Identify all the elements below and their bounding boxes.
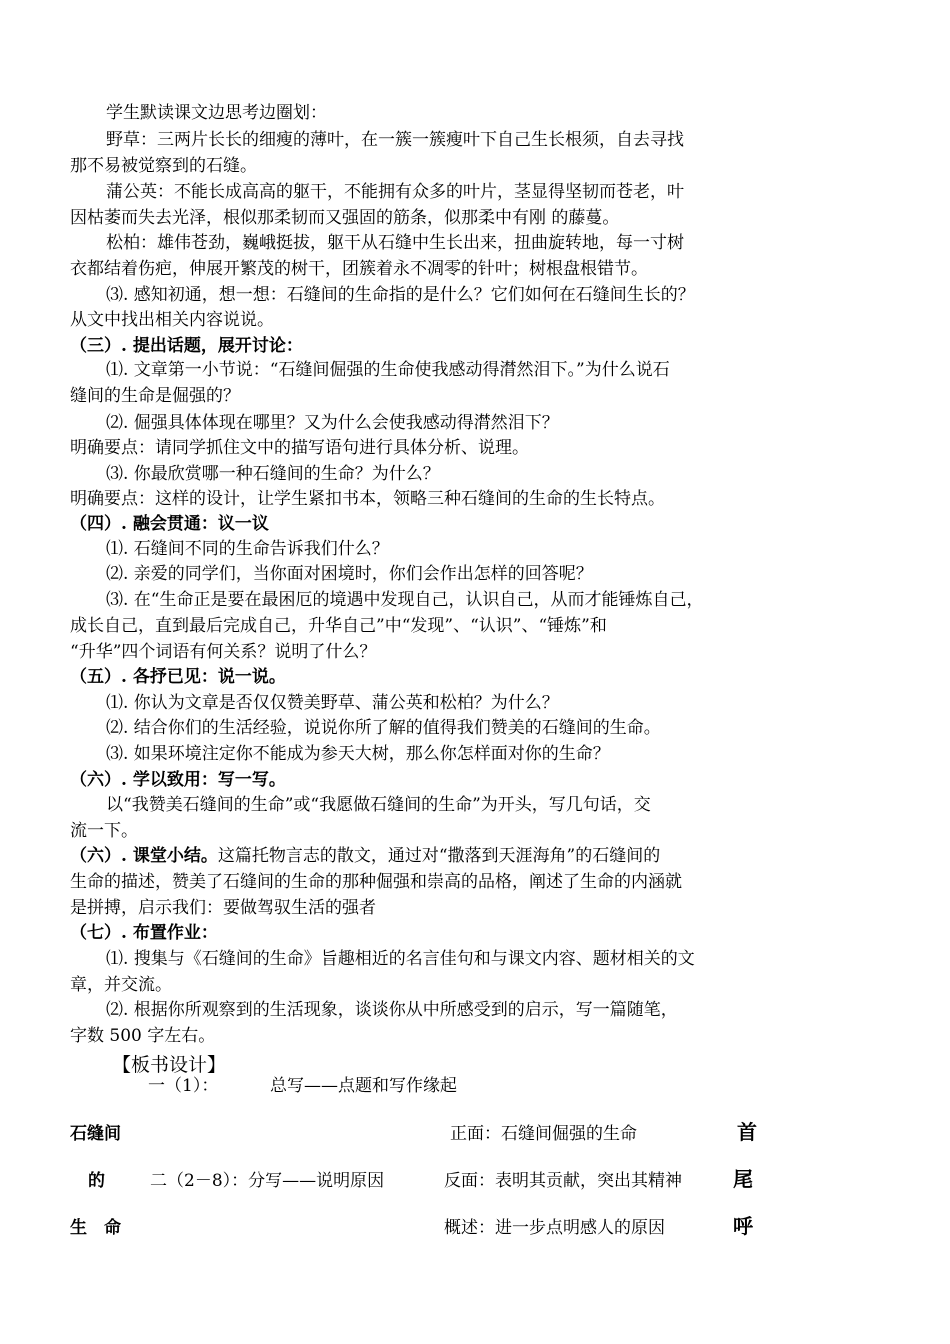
board-row1-text: 总写——点题和写作缘起 [270, 1076, 457, 1096]
board-left-label-1: 石缝间 [70, 1124, 121, 1144]
board-left-label-2: 的 [88, 1171, 105, 1191]
text-line: 章，并交流。 [70, 975, 172, 995]
text-line: ⑵. 结合你们的生活经验，说说你所了解的值得我们赞美的石缝间的生命。 [106, 718, 661, 738]
text-line: 生命的描述，赞美了石缝间的生命的那种倔强和崇高的品格，阐述了生命的内涵就 [70, 872, 682, 892]
board-right-3: 概述：进一步点明感人的原因 [444, 1218, 665, 1238]
text-line: ⑶. 你最欣赏哪一种石缝间的生命？为什么？ [106, 464, 440, 484]
section-heading: （七）. 布置作业： [70, 923, 218, 943]
text-line: 衣都结着伤疤，伸展开繁茂的树干，团簇着永不凋零的针叶；树根盘根错节。 [70, 259, 648, 279]
board-end-1: 首 [737, 1120, 757, 1144]
text-line: 是拼搏，启示我们：要做驾驭生活的强者 [70, 898, 376, 918]
text-line: 因枯萎而失去光泽，根似那柔韧而又强固的筋条，似那柔中有刚 的藤蔓。 [70, 208, 620, 228]
board-right-1: 正面：石缝间倔强的生命 [450, 1124, 637, 1144]
text-line: “升华”四个词语有何关系？说明了什么？ [70, 642, 377, 662]
board-right-2: 反面：表明其贡献，突出其精神 [444, 1171, 682, 1191]
text-line: ⑴. 文章第一小节说：“石缝间倔强的生命使我感动得潸然泪下。”为什么说石 [106, 360, 670, 380]
text-line: 流一下。 [70, 821, 138, 841]
text-line: ⑵. 倔强具体体现在哪里？又为什么会使我感动得潸然泪下？ [106, 413, 559, 433]
text-line: 学生默读课文边思考边圈划： [106, 103, 327, 123]
board-design-title: 【板书设计】 [112, 1054, 227, 1076]
section-heading: （六）. 学以致用：写一写。 [70, 770, 286, 790]
text-line: 字数 500 字左右。 [70, 1026, 216, 1046]
section-heading: （三）. 提出话题，展开讨论： [70, 336, 303, 356]
text-line: 从文中找出相关内容说说。 [70, 310, 274, 330]
text-line: 明确要点：请同学抓住文中的描写语句进行具体分析、说理。 [70, 438, 529, 458]
board-row2-text: 二（2－8）：分写——说明原因 [150, 1171, 385, 1191]
text-line: 以“我赞美石缝间的生命”或“我愿做石缝间的生命”为开头，写几句话，交 [106, 795, 651, 815]
text-line: ⑶. 如果环境注定你不能成为参天大树，那么你怎样面对你的生命？ [106, 744, 610, 764]
text-line: ⑵. 亲爱的同学们，当你面对困境时，你们会作出怎样的回答呢？ [106, 564, 593, 584]
text-line [70, 843, 790, 869]
section-heading: （六）. 课堂小结。 [70, 846, 218, 866]
section-heading: （四）. 融会贯通：议一议 [70, 514, 269, 534]
text-line: 缝间的生命是倔强的？ [70, 386, 240, 406]
text-line: 那不易被觉察到的石缝。 [70, 156, 257, 176]
board-left-label-3: 生 命 [70, 1218, 121, 1238]
text-line: ⑶. 在“生命正是要在最困厄的境遇中发现自己，认识自己，从而才能锤炼自己， [106, 590, 704, 610]
board-end-3: 呼 [733, 1214, 753, 1238]
text-line: 蒲公英：不能长成高高的躯干，不能拥有众多的叶片，茎显得坚韧而苍老，叶 [106, 182, 684, 202]
text-line: 松柏：雄伟苍劲，巍峨挺拔，躯干从石缝中生长出来，扭曲旋转地，每一寸树 [106, 233, 684, 253]
text-line: ⑵. 根据你所观察到的生活现象，谈谈你从中所感受到的启示，写一篇随笔， [106, 1000, 678, 1020]
board-end-2: 尾 [733, 1167, 753, 1191]
text-line: ⑶. 感知初通，想一想：石缝间的生命指的是什么？它们如何在石缝间生长的？ [106, 285, 695, 305]
text-line: ⑴. 搜集与《石缝间的生命》旨趣相近的名言佳句和与课文内容、题材相关的文 [106, 949, 695, 969]
text-line: 野草：三两片长长的细瘦的薄叶，在一簇一簇瘦叶下自己生长根须，自去寻找 [106, 130, 684, 150]
text-line: ⑴. 石缝间不同的生命告诉我们什么？ [106, 539, 389, 559]
text-line: ⑴. 你认为文章是否仅仅赞美野草、蒲公英和松柏？为什么？ [106, 693, 559, 713]
board-row1-number: 一（1）： [148, 1076, 219, 1096]
text-span: 这篇托物言志的散文，通过对“撒落到天涯海角”的石缝间的 [217, 846, 661, 866]
section-heading: （五）. 各抒已见：说一说。 [70, 667, 286, 687]
text-line: 明确要点：这样的设计，让学生紧扣书本，领略三种石缝间的生命的生长特点。 [70, 489, 665, 509]
text-line: 成长自己，直到最后完成自己，升华自己”中“发现”、“认识”、“锤炼”和 [70, 616, 607, 636]
